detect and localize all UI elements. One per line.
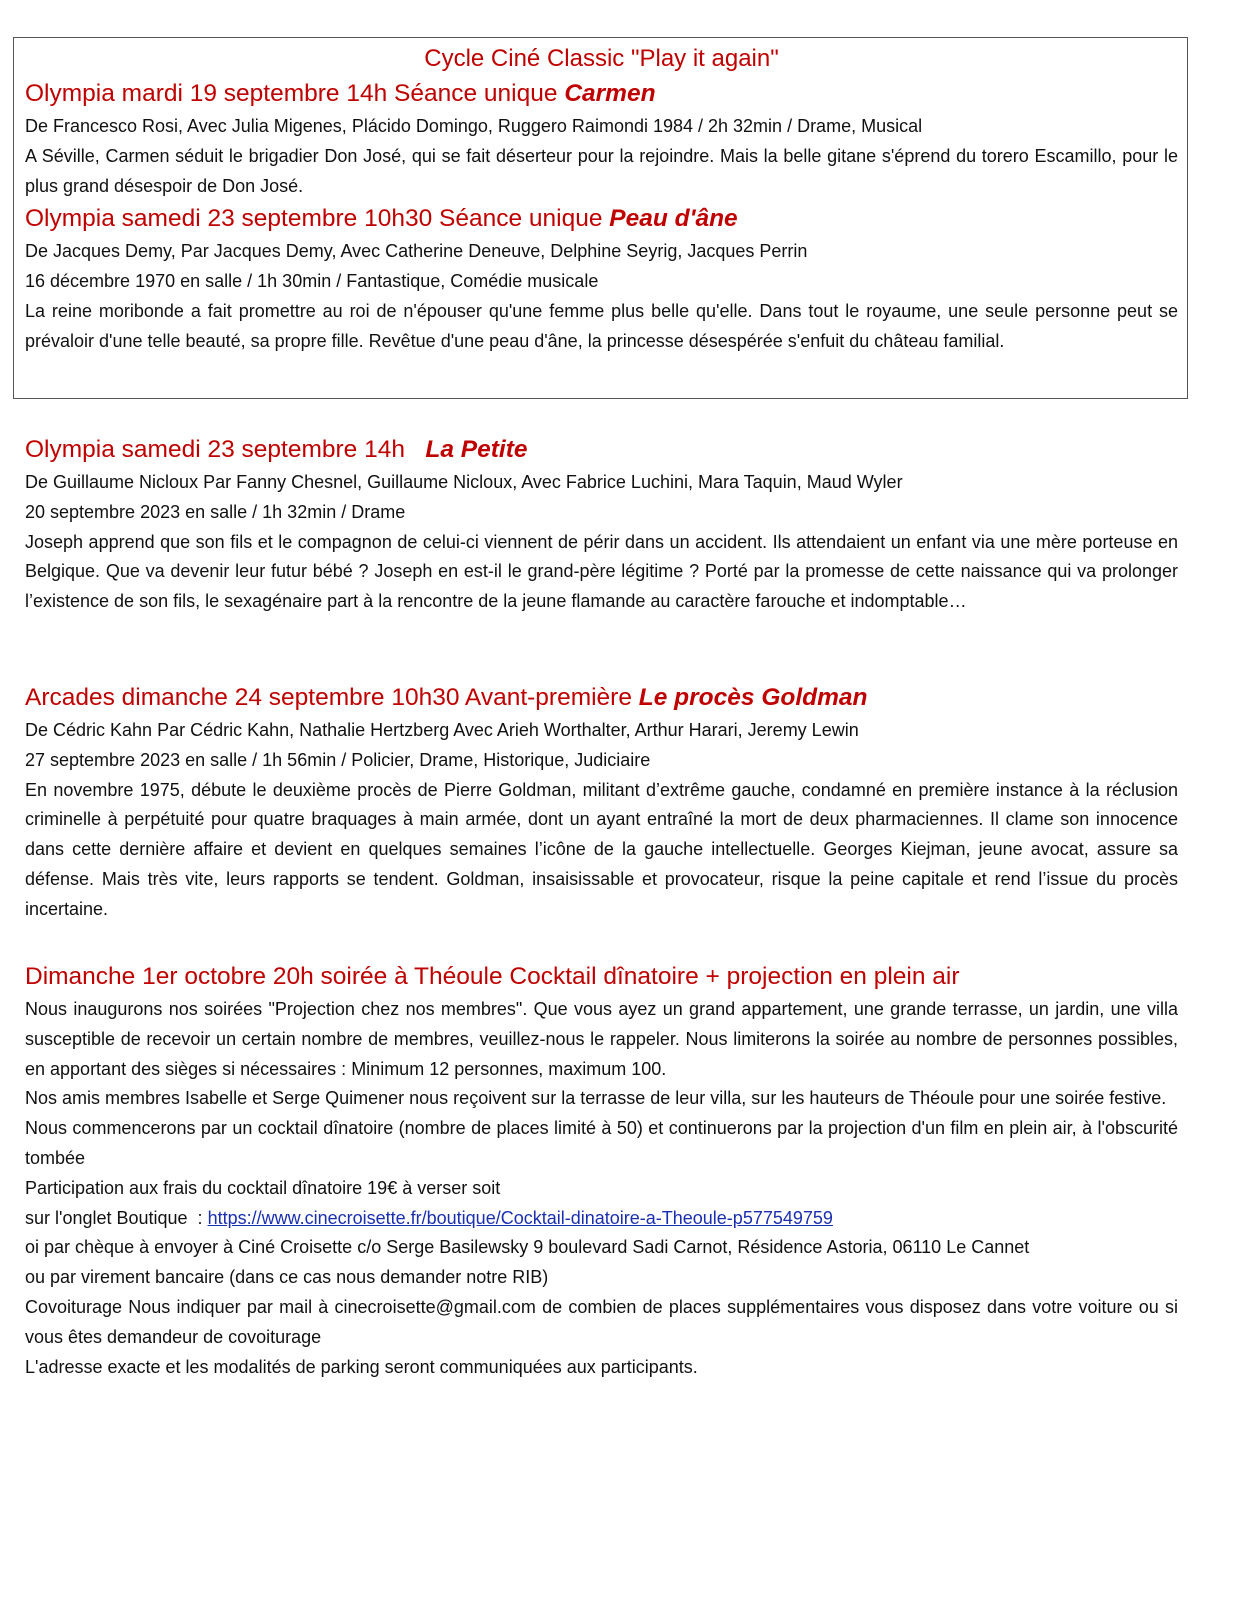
theoule-program: Nous commencerons par un cocktail dînatoire (nombre de places limité à 50) et continuerons par la projection d'un film en plein air, à l'obscurité tombée bbox=[25, 1118, 1178, 1168]
theoule-section bbox=[25, 959, 1178, 1382]
heading-text: Olympia mardi 19 septembre 14h Séance unique bbox=[25, 80, 565, 107]
goldman-credits: De Cédric Kahn Par Cédric Kahn, Nathalie Hertzberg Avec Arieh Worthalter, Arthur Harari, Jeremy Lewin bbox=[25, 720, 859, 740]
film-title: Le procès Goldman bbox=[638, 684, 868, 711]
goldman-section bbox=[25, 680, 1178, 925]
goldman-synopsis: En novembre 1975, débute le deuxième procès de Pierre Goldman, militant d’extrême gauche, condamné en première instance à la réclusion criminelle à perpétuité pour quatre braquages à main armée, dont un ayant entraîné la mort de deux pharmaciennes. Il clame son innocence dans cette dernière affaire et devient en quelques semaines l’icône de la gauche intellectuelle. Georges Kiejman, jeune avocat, assure sa défense. Mais très vite, leurs rapports se tendent. Goldman, insaisissable et provocateur, risque la peine capitale et rend l’issue du procès incertaine. bbox=[25, 779, 1178, 919]
la-petite-synopsis: Joseph apprend que son fils et le compagnon de celui-ci viennent de périr dans un accident. Ils attendaient un enfant via une mère porteuse en Belgique. Que va devenir leur futur bébé ? Joseph en est-il le grand-père légitime ? Porté par la promesse de cette naissance qui va prolonger l’existence de son fils, le sexagénaire part à la rencontre de la jeune flamande au caractère farouche et indomptable… bbox=[25, 531, 1178, 612]
heading-text: Olympia samedi 23 septembre 14h bbox=[25, 436, 426, 463]
theoule-intro: Nous inaugurons nos soirées "Projection chez nos membres". Que vous ayez un grand appartement, une grande terrasse, un jardin, une villa susceptible de recevoir un certain nombre de membres, veuillez-nous le rappeler. Nous limiterons la soirée au nombre de personnes possibles, en apportant des sièges si nécessaires : Minimum 12 personnes, maximum 100. bbox=[25, 999, 1178, 1079]
goldman-heading bbox=[25, 680, 1178, 716]
theoule-hosts: Nos amis membres Isabelle et Serge Quimener nous reçoivent sur la terrasse de leur villa, sur les hauteurs de Théoule pour une soirée festive. bbox=[25, 1088, 1167, 1109]
la-petite-credits: De Guillaume Nicloux Par Fanny Chesnel, Guillaume Nicloux, Avec Fabrice Luchini, Mara Taquin, Maud Wyler bbox=[25, 472, 903, 492]
theoule-heading: Dimanche 1er octobre 20h soirée à Théoule Cocktail dînatoire + projection en plein air bbox=[25, 963, 960, 990]
film-title: Peau d'âne bbox=[609, 205, 738, 233]
film-title: La Petite bbox=[425, 436, 528, 463]
cycle-section bbox=[25, 42, 1178, 357]
theoule-transfer: ou par virement bancaire (dans ce cas nous demander notre RIB) bbox=[25, 1267, 549, 1288]
theoule-address: L'adresse exacte et les modalités de parking seront communiquées aux participants. bbox=[25, 1356, 698, 1377]
la-petite-section bbox=[25, 432, 1178, 617]
theoule-shop bbox=[25, 1204, 1178, 1234]
carmen-synopsis: A Séville, Carmen séduit le brigadier Don José, qui se fait déserteur pour la rejoindre. Mais la belle gitane s'éprend du torero Escamillo, pour le plus grand désespoir de Don José. bbox=[25, 145, 1178, 196]
shop-link[interactable]: https://www.cinecroisette.fr/boutique/Cocktail-dinatoire-a-Theoule-p577549759 bbox=[207, 1207, 833, 1228]
carmen-heading bbox=[25, 76, 1178, 112]
peau-dane-synopsis: La reine moribonde a fait promettre au roi de n'épouser qu'une femme plus belle qu'elle. Dans tout le royaume, une seule personne peut se prévaloir d'une telle beauté, sa propre fille. Revêtue d'une peau d'âne, la princesse désespérée s'enfuit du château familial. bbox=[25, 300, 1178, 351]
peau-dane-release: 16 décembre 1970 en salle / 1h 30min / Fantastique, Comédie musicale bbox=[25, 271, 599, 292]
carmen-credits: De Francesco Rosi, Avec Julia Migenes, Plácido Domingo, Ruggero Raimondi 1984 / 2h 32min / Drame, Musical bbox=[25, 116, 923, 136]
heading-text: Olympia samedi 23 septembre 10h30 Séance unique bbox=[25, 205, 610, 233]
peau-dane-credits: De Jacques Demy, Par Jacques Demy, Avec Catherine Deneuve, Delphine Seyrig, Jacques Perrin bbox=[25, 241, 808, 262]
peau-dane-heading bbox=[25, 201, 1178, 237]
film-title: Carmen bbox=[564, 80, 656, 107]
theoule-cheque: oi par chèque à envoyer à Ciné Croisette c/o Serge Basilewsky 9 boulevard Sadi Carnot, Résidence Astoria, 06110 Le Cannet bbox=[25, 1237, 1030, 1258]
shop-prefix: sur l'onglet Boutique : bbox=[25, 1207, 208, 1228]
goldman-release: 27 septembre 2023 en salle / 1h 56min / Policier, Drame, Historique, Judiciaire bbox=[25, 749, 651, 770]
la-petite-release: 20 septembre 2023 en salle / 1h 32min / Drame bbox=[25, 501, 406, 522]
heading-text: Arcades dimanche 24 septembre 10h30 Avant-première bbox=[25, 684, 639, 711]
la-petite-heading bbox=[25, 432, 1178, 468]
theoule-price: Participation aux frais du cocktail dînatoire 19€ à verser soit bbox=[25, 1177, 501, 1198]
theoule-carpool: Covoiturage Nous indiquer par mail à cinecroisette@gmail.com de combien de places supplémentaires vous disposez dans votre voiture ou si vous êtes demandeur de covoiturage bbox=[25, 1296, 1178, 1347]
cycle-title: Cycle Ciné Classic "Play it again" bbox=[424, 45, 779, 72]
